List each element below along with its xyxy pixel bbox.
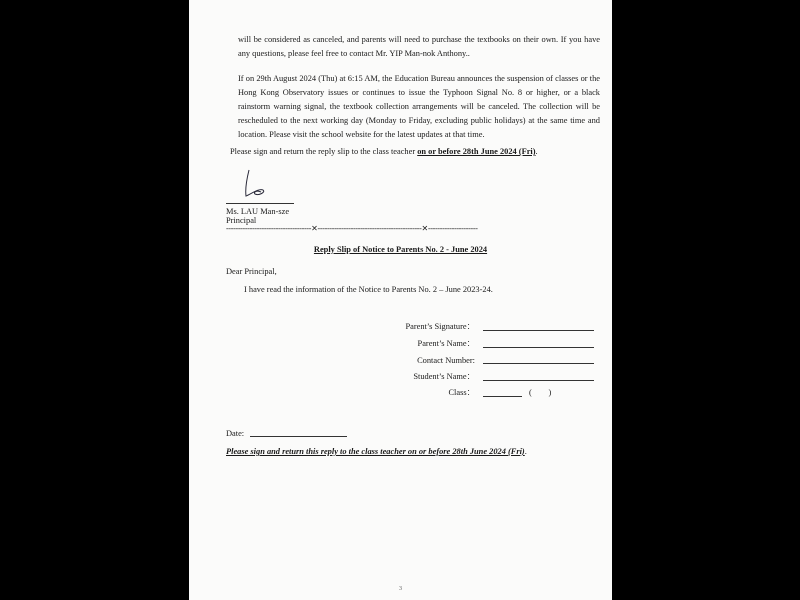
signature-line [226, 203, 294, 204]
reply-footer-note-text: Please sign and return this reply to the class teacher on or before 28th June 2024 (Fri) [226, 447, 525, 456]
return-instruction-prefix: Please sign and return the reply slip to the class teacher [230, 147, 418, 156]
cut-line-segment: --------------------- [427, 224, 478, 233]
document-page [189, 0, 612, 600]
return-deadline: on or before 28th June 2024 (Fri) [417, 147, 536, 156]
cut-line [226, 224, 478, 233]
date-field[interactable] [250, 436, 347, 437]
contact-number-label: Contact Number: [417, 356, 475, 365]
contact-number-field[interactable] [483, 363, 594, 364]
notice-paragraph-1: will be considered as canceled, and parents will need to purchase the textbooks on their own. If you have any questions, please feel free to contact Mr. YIP Man-nok Anthony.. [238, 35, 600, 58]
scissor-icon: ✕ [421, 224, 428, 233]
principal-signature [239, 168, 279, 202]
reply-footer-note-suffix: . [524, 447, 527, 456]
parent-signature-label: Parent’s Signature： [405, 322, 475, 331]
signatory-name: Ms. LAU Man-sze [226, 207, 290, 216]
return-instruction-suffix: . [535, 147, 538, 156]
notice-paragraph-2: If on 29th August 2024 (Thu) at 6:15 AM, the Education Bureau announces the suspension of classes or the Hong Kong Observatory issues or continues to issue the Typhoon Signal No. 8 or higher, or a black rainstorm warning signal, the textbook collection arrangements will be canceled. The collection will be rescheduled to the next working day (Monday to Friday, excluding public holidays) at the same time and location. Please visit the school website for the latest updates at that time. [238, 74, 600, 139]
class-field[interactable] [483, 396, 522, 397]
parent-name-field[interactable] [483, 347, 594, 348]
salutation: Dear Principal, [226, 267, 277, 276]
acknowledgement-statement: I have read the information of the Notice to Parents No. 2 – June 2023-24. [244, 285, 493, 294]
return-instruction [230, 145, 538, 159]
date-label: Date: [226, 429, 245, 438]
parent-signature-field[interactable] [483, 330, 594, 331]
parent-name-label: Parent’s Name： [417, 339, 475, 348]
student-name-field[interactable] [483, 380, 594, 381]
class-number-parentheses: ( ) [529, 388, 552, 397]
cut-line-segment: -------------------------------------------- [317, 224, 422, 233]
class-label: Class： [448, 388, 475, 397]
cut-line-segment: ------------------------------------ [226, 224, 312, 233]
reply-footer-note [226, 445, 527, 459]
reply-slip-title: Reply Slip of Notice to Parents No. 2 - June 2024 [313, 245, 488, 254]
scissor-icon: ✕ [311, 224, 318, 233]
student-name-label: Student’s Name： [413, 372, 475, 381]
signatory-title: Principal [226, 216, 257, 225]
page-number: 3 [399, 586, 402, 592]
